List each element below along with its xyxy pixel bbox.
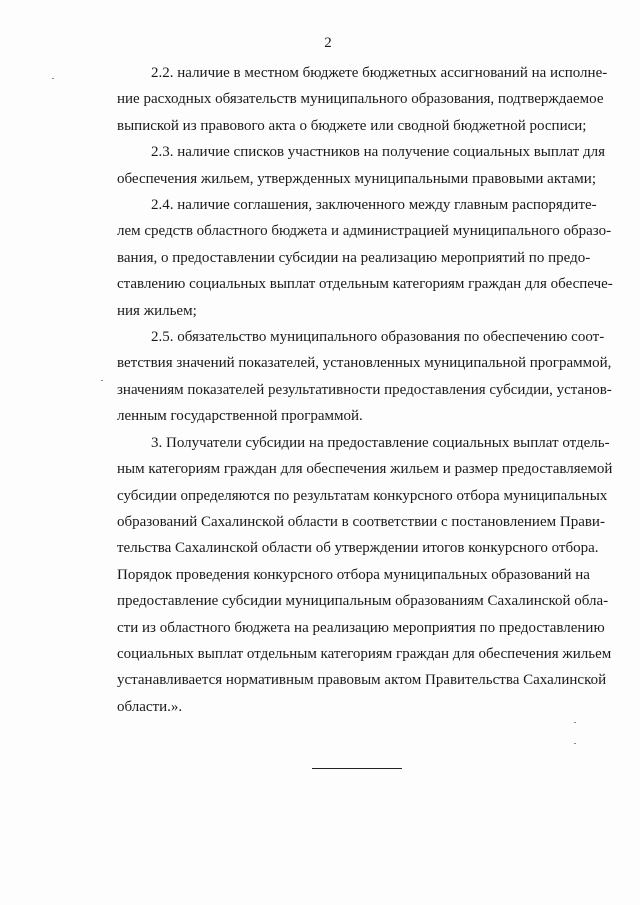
text-line: ставлению социальных выплат отдельным категориям граждан для обеспече- (117, 276, 613, 293)
paragraph-2-3 (117, 139, 605, 192)
text-line: выпиской из правового акта о бюджете или сводной бюджетной росписи; (117, 117, 587, 134)
scan-speck (574, 722, 576, 723)
text-line: образований Сахалинской области в соответствии с постановлением Прави- (117, 513, 605, 530)
scan-speck (574, 743, 576, 744)
paragraph-2-5 (117, 324, 612, 430)
text-line: лем средств областного бюджета и администрацией муниципального образо- (117, 223, 612, 240)
text-line: социальных выплат отдельным категориям граждан для обеспечения жильем (117, 645, 612, 662)
text-line: области.». (117, 698, 183, 715)
text-line: вания, о предоставлении субсидии на реализацию мероприятий по предо- (117, 249, 591, 266)
text-line: значениям показателей результативности предоставления субсидии, установ- (117, 381, 612, 398)
text-line: 2.4. наличие соглашения, заключенного между главным распорядите- (151, 197, 597, 214)
closing-rule (312, 768, 402, 769)
text-line: 2.2. наличие в местном бюджете бюджетных ассигнований на исполне- (151, 65, 608, 81)
text-line: субсидии определяются по результатам конкурсного отбора муниципальных (117, 487, 608, 504)
paragraph-2-2 (117, 60, 608, 139)
text-line: 3. Получатели субсидии на предоставление социальных выплат отдель- (151, 434, 610, 451)
paragraph-2-4 (117, 192, 613, 324)
text-line: ным категориям граждан для обеспечения жильем и размер предоставляемой (117, 461, 613, 478)
text-line: тельства Сахалинской области об утверждении итогов конкурсного отбора. (117, 540, 599, 557)
paragraph-3 (117, 430, 613, 720)
text-line: Порядок проведения конкурсного отбора муниципальных образований на (117, 566, 590, 583)
text-line: ния жильем; (117, 302, 197, 319)
text-line: ветствия значений показателей, установленных муниципальной программой, (117, 355, 612, 372)
text-line: сти из областного бюджета на реализацию мероприятия по предоставлению (117, 619, 605, 636)
text-line: предоставление субсидии муниципальным образованиям Сахалинской обла- (117, 593, 609, 610)
document-body (117, 60, 613, 720)
page-number: 2 (324, 35, 332, 51)
text-line: ние расходных обязательств муниципального образования, подтверждаемое (117, 91, 604, 108)
text-line: устанавливается нормативным правовым актом Правительства Сахалинской (117, 672, 607, 689)
scan-speck (52, 78, 54, 79)
text-line: ленным государственной программой. (117, 408, 363, 425)
scan-speck (101, 380, 103, 381)
text-line: 2.5. обязательство муниципального образования по обеспечению соот- (151, 329, 605, 346)
text-line: обеспечения жильем, утвержденных муниципальными правовыми актами; (117, 170, 596, 187)
text-line: 2.3. наличие списков участников на получение социальных выплат для (151, 144, 605, 161)
